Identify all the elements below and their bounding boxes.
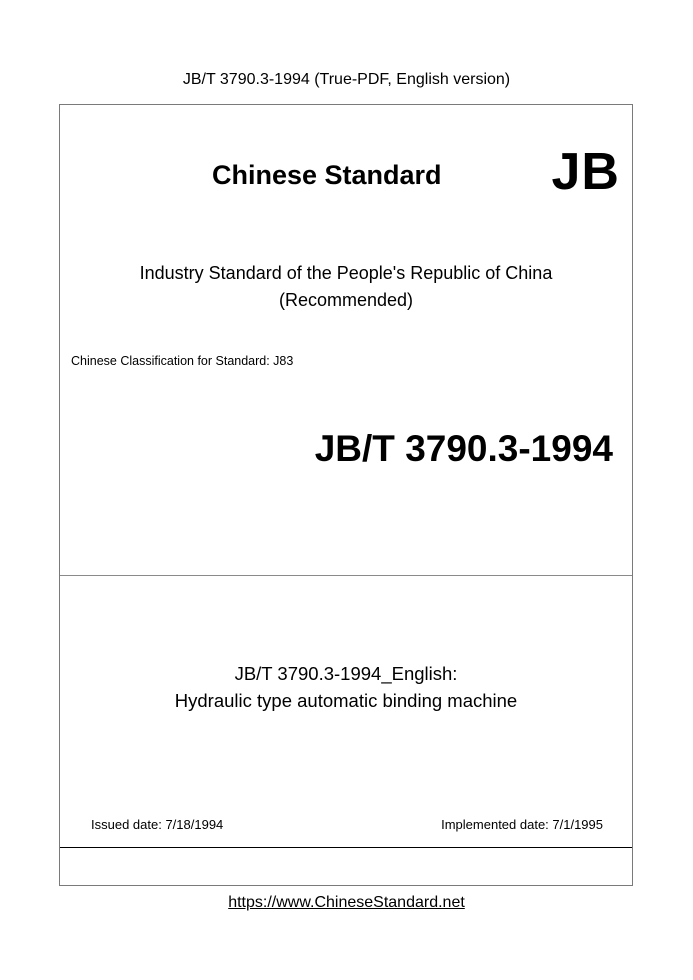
cover-bottom-bar [60, 847, 632, 886]
cover-frame [59, 104, 633, 886]
document-title-line-1: JB/T 3790.3-1994_English: [234, 663, 458, 684]
document-title-line-2: Hydraulic type automatic binding machine [174, 690, 518, 711]
cover-title: Chinese Standard [212, 160, 442, 190]
footer [0, 894, 693, 912]
classification-text: Chinese Classification for Standard: J83 [71, 354, 294, 368]
implemented-date: Implemented date: 7/1/1995 [441, 817, 603, 832]
issued-date: Issued date: 7/18/1994 [91, 817, 224, 832]
industry-line-1: Industry Standard of the People's Republic of China [139, 263, 553, 283]
standard-number: JB/T 3790.3-1994 [314, 428, 613, 469]
industry-line-2: (Recommended) [278, 290, 414, 310]
website-link[interactable]: https://www.ChineseStandard.net [228, 894, 465, 911]
standard-code-prefix: JB [551, 143, 620, 201]
industry-standard-caption [60, 260, 632, 314]
cover-top-section [60, 105, 632, 576]
page-header-title: JB/T 3790.3-1994 (True-PDF, English version) [182, 71, 511, 88]
document-title [60, 660, 632, 714]
